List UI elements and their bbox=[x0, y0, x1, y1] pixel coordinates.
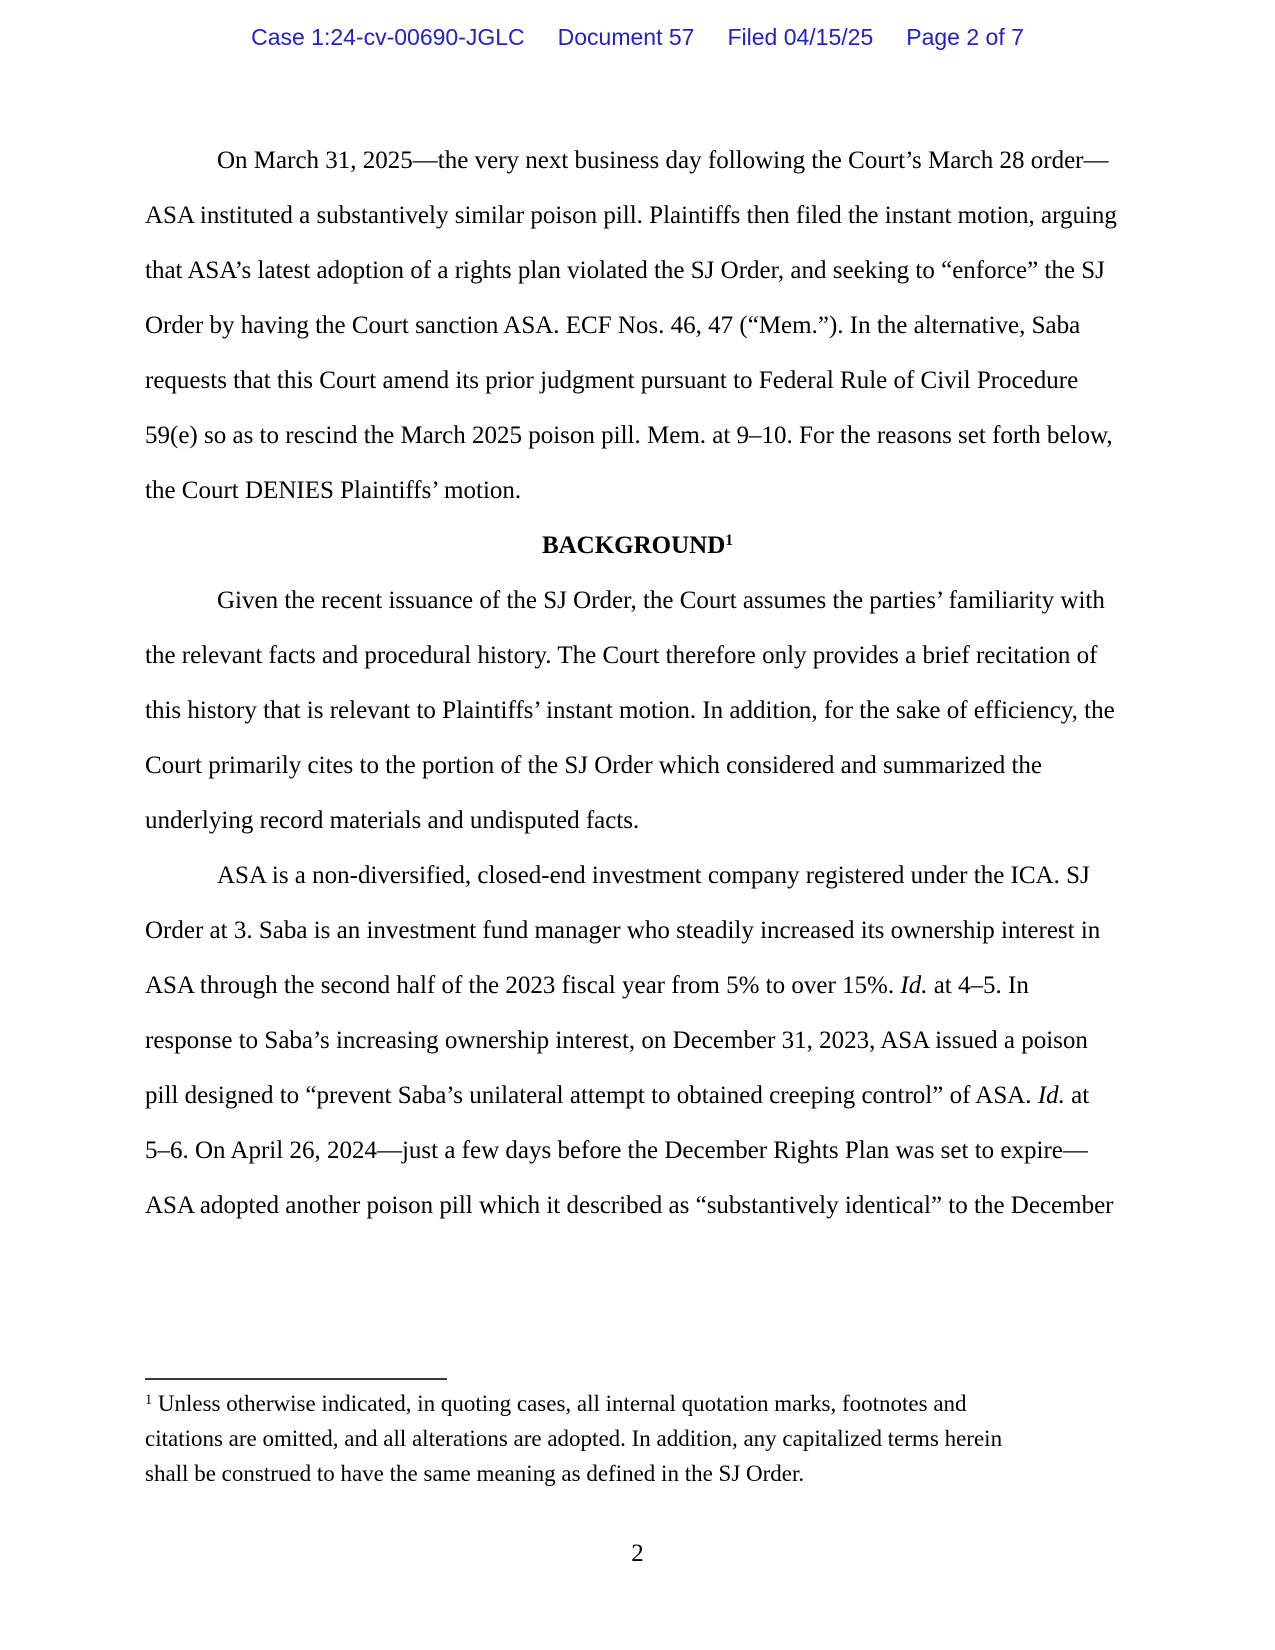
text-segment: ASA through the second half of the 2023 fiscal year from 5% to over 15%. bbox=[145, 972, 901, 999]
text-segment: citations are omitted, and all alterations are adopted. In addition, any capitalized terms herein bbox=[145, 1426, 1003, 1451]
text-segment: this history that is relevant to Plaintiffs’ instant motion. In addition, for the sake of efficiency, the bbox=[145, 697, 1115, 724]
text-segment: Order at 3. Saba is an investment fund manager who steadily increased its ownership interest in bbox=[145, 917, 1101, 944]
text-line bbox=[145, 1178, 1130, 1233]
text-line bbox=[145, 298, 1130, 353]
text-segment: the Court DENIES Plaintiffs’ motion. bbox=[145, 477, 522, 504]
text-line bbox=[145, 793, 1130, 848]
text-segment: ASA adopted another poison pill which it described as “substantively identical” to the December bbox=[145, 1192, 1114, 1219]
footnote-line bbox=[145, 1386, 1130, 1421]
text-segment: pill designed to “prevent Saba’s unilateral attempt to obtained creeping control” of ASA. bbox=[145, 1082, 1038, 1109]
text-line bbox=[145, 408, 1130, 463]
text-segment: ASA instituted a substantively similar poison pill. Plaintiffs then filed the instant motion, arguing bbox=[145, 202, 1117, 229]
page-number: 2 bbox=[631, 1540, 644, 1567]
text-segment: BACKGROUND bbox=[541, 532, 726, 559]
text-segment: Unless otherwise indicated, in quoting cases, all internal quotation marks, footnotes and bbox=[152, 1391, 967, 1416]
section-heading bbox=[145, 518, 1130, 573]
footnote bbox=[145, 1378, 1130, 1491]
footnote-ref: 1 bbox=[725, 532, 734, 550]
text-segment: shall be construed to have the same meaning as defined in the SJ Order. bbox=[145, 1461, 805, 1486]
text-line bbox=[145, 738, 1130, 793]
filed-date: Filed 04/15/25 bbox=[727, 24, 874, 50]
footnote-text bbox=[145, 1386, 1130, 1491]
text-line bbox=[145, 958, 1130, 1013]
text-line bbox=[145, 243, 1130, 298]
text-segment: Given the recent issuance of the SJ Order, the Court assumes the parties’ familiarity with bbox=[217, 587, 1105, 614]
case-number: Case 1:24-cv-00690-JGLC bbox=[251, 24, 525, 50]
text-segment: Court primarily cites to the portion of the SJ Order which considered and summarized the bbox=[145, 752, 1042, 779]
text-line bbox=[145, 683, 1130, 738]
text-segment: response to Saba’s increasing ownership interest, on December 31, 2023, ASA issued a poison bbox=[145, 1027, 1088, 1054]
text-segment: 5–6. On April 26, 2024—just a few days before the December Rights Plan was set to expire— bbox=[145, 1137, 1088, 1164]
text-segment: the relevant facts and procedural history. The Court therefore only provides a brief recitation of bbox=[145, 642, 1098, 669]
footnote-line bbox=[145, 1456, 1130, 1491]
text-segment: at bbox=[1064, 1082, 1090, 1109]
page-indicator: Page 2 of 7 bbox=[906, 24, 1024, 50]
footnote-separator bbox=[145, 1378, 447, 1380]
text-segment: 59(e) so as to rescind the March 2025 poison pill. Mem. at 9–10. For the reasons set forth below, bbox=[145, 422, 1113, 449]
paragraph bbox=[145, 133, 1130, 518]
text-segment: underlying record materials and undisputed facts. bbox=[145, 807, 640, 834]
text-segment: ASA is a non-diversified, closed-end investment company registered under the ICA. SJ bbox=[217, 862, 1090, 889]
text-segment: Order by having the Court sanction ASA. ECF Nos. 46, 47 (“Mem.”). In the alternative, Saba bbox=[145, 312, 1081, 339]
footnote-ref: 1 bbox=[145, 1391, 153, 1408]
text-segment: at 4–5. In bbox=[927, 972, 1029, 999]
text-segment: Id. bbox=[1037, 1082, 1065, 1109]
text-segment: requests that this Court amend its prior judgment pursuant to Federal Rule of Civil Procedure bbox=[145, 367, 1079, 394]
text-line bbox=[145, 903, 1130, 958]
paragraph bbox=[145, 848, 1130, 1233]
document-body bbox=[145, 133, 1130, 1233]
text-line bbox=[145, 1123, 1130, 1178]
paragraph bbox=[145, 573, 1130, 848]
text-line bbox=[145, 1013, 1130, 1068]
text-segment: that ASA’s latest adoption of a rights plan violated the SJ Order, and seeking to “enforce” the SJ bbox=[145, 257, 1105, 284]
text-segment: On March 31, 2025—the very next business day following the Court’s March 28 order— bbox=[217, 147, 1109, 174]
footnote-line bbox=[145, 1421, 1130, 1456]
text-line bbox=[145, 353, 1130, 408]
text-segment: Id. bbox=[900, 972, 928, 999]
ecf-stamp-header bbox=[0, 24, 1275, 51]
text-line bbox=[145, 133, 1130, 188]
text-line bbox=[145, 628, 1130, 683]
text-line bbox=[145, 1068, 1130, 1123]
text-line bbox=[145, 573, 1130, 628]
text-line bbox=[145, 188, 1130, 243]
document-number: Document 57 bbox=[557, 24, 695, 50]
text-line bbox=[145, 848, 1130, 903]
text-line bbox=[145, 463, 1130, 518]
